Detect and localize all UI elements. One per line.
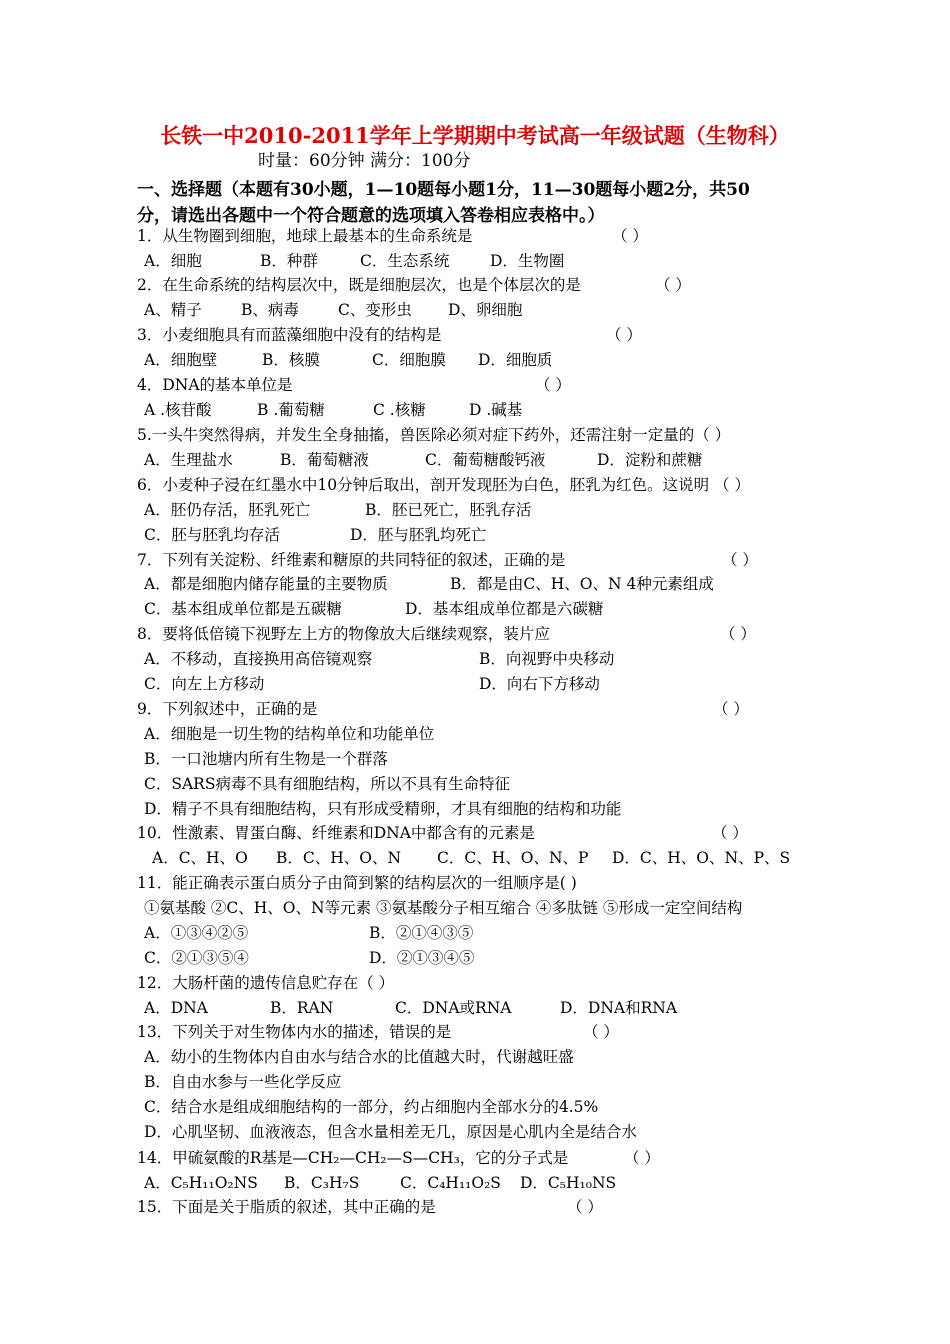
- option: C．基本组成单位都是五碳糖: [144, 600, 342, 618]
- question-8-stem: 8．要将低倍镜下视野左上方的物像放大后继续观察，装片应: [137, 625, 550, 643]
- option: D .碱基: [469, 401, 523, 419]
- question-9-stem: 9．下列叙述中，正确的是: [137, 700, 318, 718]
- option: B．②①④③⑤: [369, 924, 474, 942]
- option: B、病毒: [241, 301, 299, 319]
- page-title: 长铁一中2010-2011学年上学期期中考试高一年级试题（生物科）: [160, 123, 790, 148]
- option: A．胚仍存活，胚乳死亡: [144, 501, 311, 519]
- option: B．C、H、O、N: [276, 849, 402, 867]
- option: D．生物圈: [490, 252, 565, 270]
- option: B．葡萄糖液: [280, 451, 369, 469]
- option: D．C、H、O、N、P、S: [612, 849, 791, 867]
- option: C、变形虫: [338, 301, 412, 319]
- option: D．向右下方移动: [479, 675, 600, 693]
- option: A．①③④②⑤: [144, 924, 249, 942]
- option: A．生理盐水: [144, 451, 233, 469]
- question-2-stem: 2．在生命系统的结构层次中，既是细胞层次，也是个体层次的是: [137, 276, 581, 294]
- answer-paren: （ ）: [655, 276, 691, 294]
- answer-paren: （ ）: [722, 551, 758, 569]
- question-12-stem: 12．大肠杆菌的遗传信息贮存在（ ）: [137, 974, 395, 992]
- option: D．②①③④⑤: [369, 949, 475, 967]
- option: D．细胞质: [478, 351, 553, 369]
- option: C .核糖: [373, 401, 426, 419]
- answer-paren: （ ）: [720, 625, 756, 643]
- answer-paren: （ ）: [606, 326, 642, 344]
- answer-paren: （ ）: [624, 1149, 660, 1167]
- answer-paren: （ ）: [612, 227, 648, 245]
- question-15-stem: 15．下面是关于脂质的叙述，其中正确的是: [137, 1198, 436, 1216]
- question-11-items: ①氨基酸 ②C、H、O、N等元素 ③氨基酸分子相互缩合 ④多肽链 ⑤形成一定空间结构: [144, 899, 743, 917]
- question-4-stem: 4．DNA的基本单位是: [137, 376, 293, 394]
- option: C．向左上方移动: [144, 675, 265, 693]
- question-3-stem: 3．小麦细胞具有而蓝藻细胞中没有的结构是: [137, 326, 442, 344]
- option: A．DNA: [144, 999, 208, 1017]
- option: A．不移动，直接换用高倍镜观察: [144, 650, 373, 668]
- question-13-stem: 13．下列关于对生物体内水的描述，错误的是: [137, 1023, 452, 1041]
- option: A．C、H、O: [152, 849, 248, 867]
- question-14-stem: 14．甲硫氨酸的R基是—CH₂—CH₂—S—CH₃，它的分子式是: [137, 1149, 569, 1167]
- option: B．C₃H₇S: [284, 1174, 360, 1192]
- option: A．都是细胞内储存能量的主要物质: [144, 575, 388, 593]
- option: D．心肌坚韧、血液液态，但含水量相差无几，原因是心肌内全是结合水: [144, 1123, 637, 1141]
- option: C．胚与胚乳均存活: [144, 526, 280, 544]
- option: B．都是由C、H、O、N 4种元素组成: [450, 575, 714, 593]
- option: A、精子: [144, 301, 202, 319]
- question-6-stem: 6．小麦种子浸在红墨水中10分钟后取出，剖开发现胚为白色，胚乳为红色。这说明 （ ）: [137, 476, 750, 494]
- answer-paren: （ ）: [713, 700, 749, 718]
- option: C．细胞膜: [372, 351, 446, 369]
- answer-paren: （ ）: [567, 1198, 603, 1216]
- option: D．基本组成单位都是六碳糖: [405, 600, 604, 618]
- option: A．细胞壁: [144, 351, 218, 369]
- option: A .核苷酸: [144, 401, 212, 419]
- option: D、卵细胞: [448, 301, 523, 319]
- option: C．C₄H₁₁O₂S: [400, 1174, 501, 1192]
- answer-paren: （ ）: [712, 824, 748, 842]
- option: A．幼小的生物体内自由水与结合水的比值越大时，代谢越旺盛: [144, 1048, 574, 1066]
- option: B．向视野中央移动: [479, 650, 615, 668]
- option: A．细胞是一切生物的结构单位和功能单位: [144, 725, 435, 743]
- option: A．细胞: [144, 252, 202, 270]
- question-7-stem: 7．下列有关淀粉、纤维素和糖原的共同特征的叙述，正确的是: [137, 551, 566, 569]
- option: D．淀粉和蔗糖: [597, 451, 703, 469]
- option: B．核膜: [262, 351, 320, 369]
- exam-info: 时量：60分钟 满分：100分: [258, 151, 471, 171]
- option: C．葡萄糖酸钙液: [425, 451, 546, 469]
- question-10-stem: 10．性激素、胃蛋白酶、纤维素和DNA中都含有的元素是: [137, 824, 535, 842]
- option: B．一口池塘内所有生物是一个群落: [144, 750, 388, 768]
- option: C．C、H、O、N、P: [437, 849, 589, 867]
- question-1-stem: 1．从生物圈到细胞，地球上最基本的生命系统是: [137, 227, 473, 245]
- answer-paren: （ ）: [535, 376, 571, 394]
- option: A．C₅H₁₁O₂NS: [144, 1174, 258, 1192]
- option: C．生态系统: [360, 252, 450, 270]
- option: D．DNA和RNA: [560, 999, 678, 1017]
- section-heading-line-1: 一、选择题（本题有30小题，1—10题每小题1分，11—30题每小题2分，共50: [137, 180, 750, 200]
- option: C．SARS病毒不具有细胞结构，所以不具有生命特征: [144, 775, 510, 793]
- option: C．②①③⑤④: [144, 949, 249, 967]
- option: B．胚已死亡，胚乳存活: [365, 501, 532, 519]
- question-11-stem: 11．能正确表示蛋白质分子由简到繁的结构层次的一组顺序是( ): [137, 874, 577, 892]
- option: D．胚与胚乳均死亡: [350, 526, 487, 544]
- option: D．C₅H₁₀NS: [520, 1174, 617, 1192]
- option: B．自由水参与一些化学反应: [144, 1073, 342, 1091]
- question-5-stem: 5.一头牛突然得病，并发生全身抽搐，兽医除必须对症下药外，还需注射一定量的（ ）: [137, 426, 731, 444]
- answer-paren: （ ）: [583, 1023, 619, 1041]
- section-heading-line-2: 分，请选出各题中一个符合题意的选项填入答卷相应表格中。）: [137, 206, 605, 226]
- option: B．种群: [260, 252, 318, 270]
- option: C．结合水是组成细胞结构的一部分，约占细胞内全部水分的4.5%: [144, 1098, 599, 1116]
- option: B .葡萄糖: [257, 401, 325, 419]
- option: B．RAN: [270, 999, 334, 1017]
- option: D．精子不具有细胞结构，只有形成受精卵，才具有细胞的结构和功能: [144, 800, 622, 818]
- option: C．DNA或RNA: [395, 999, 512, 1017]
